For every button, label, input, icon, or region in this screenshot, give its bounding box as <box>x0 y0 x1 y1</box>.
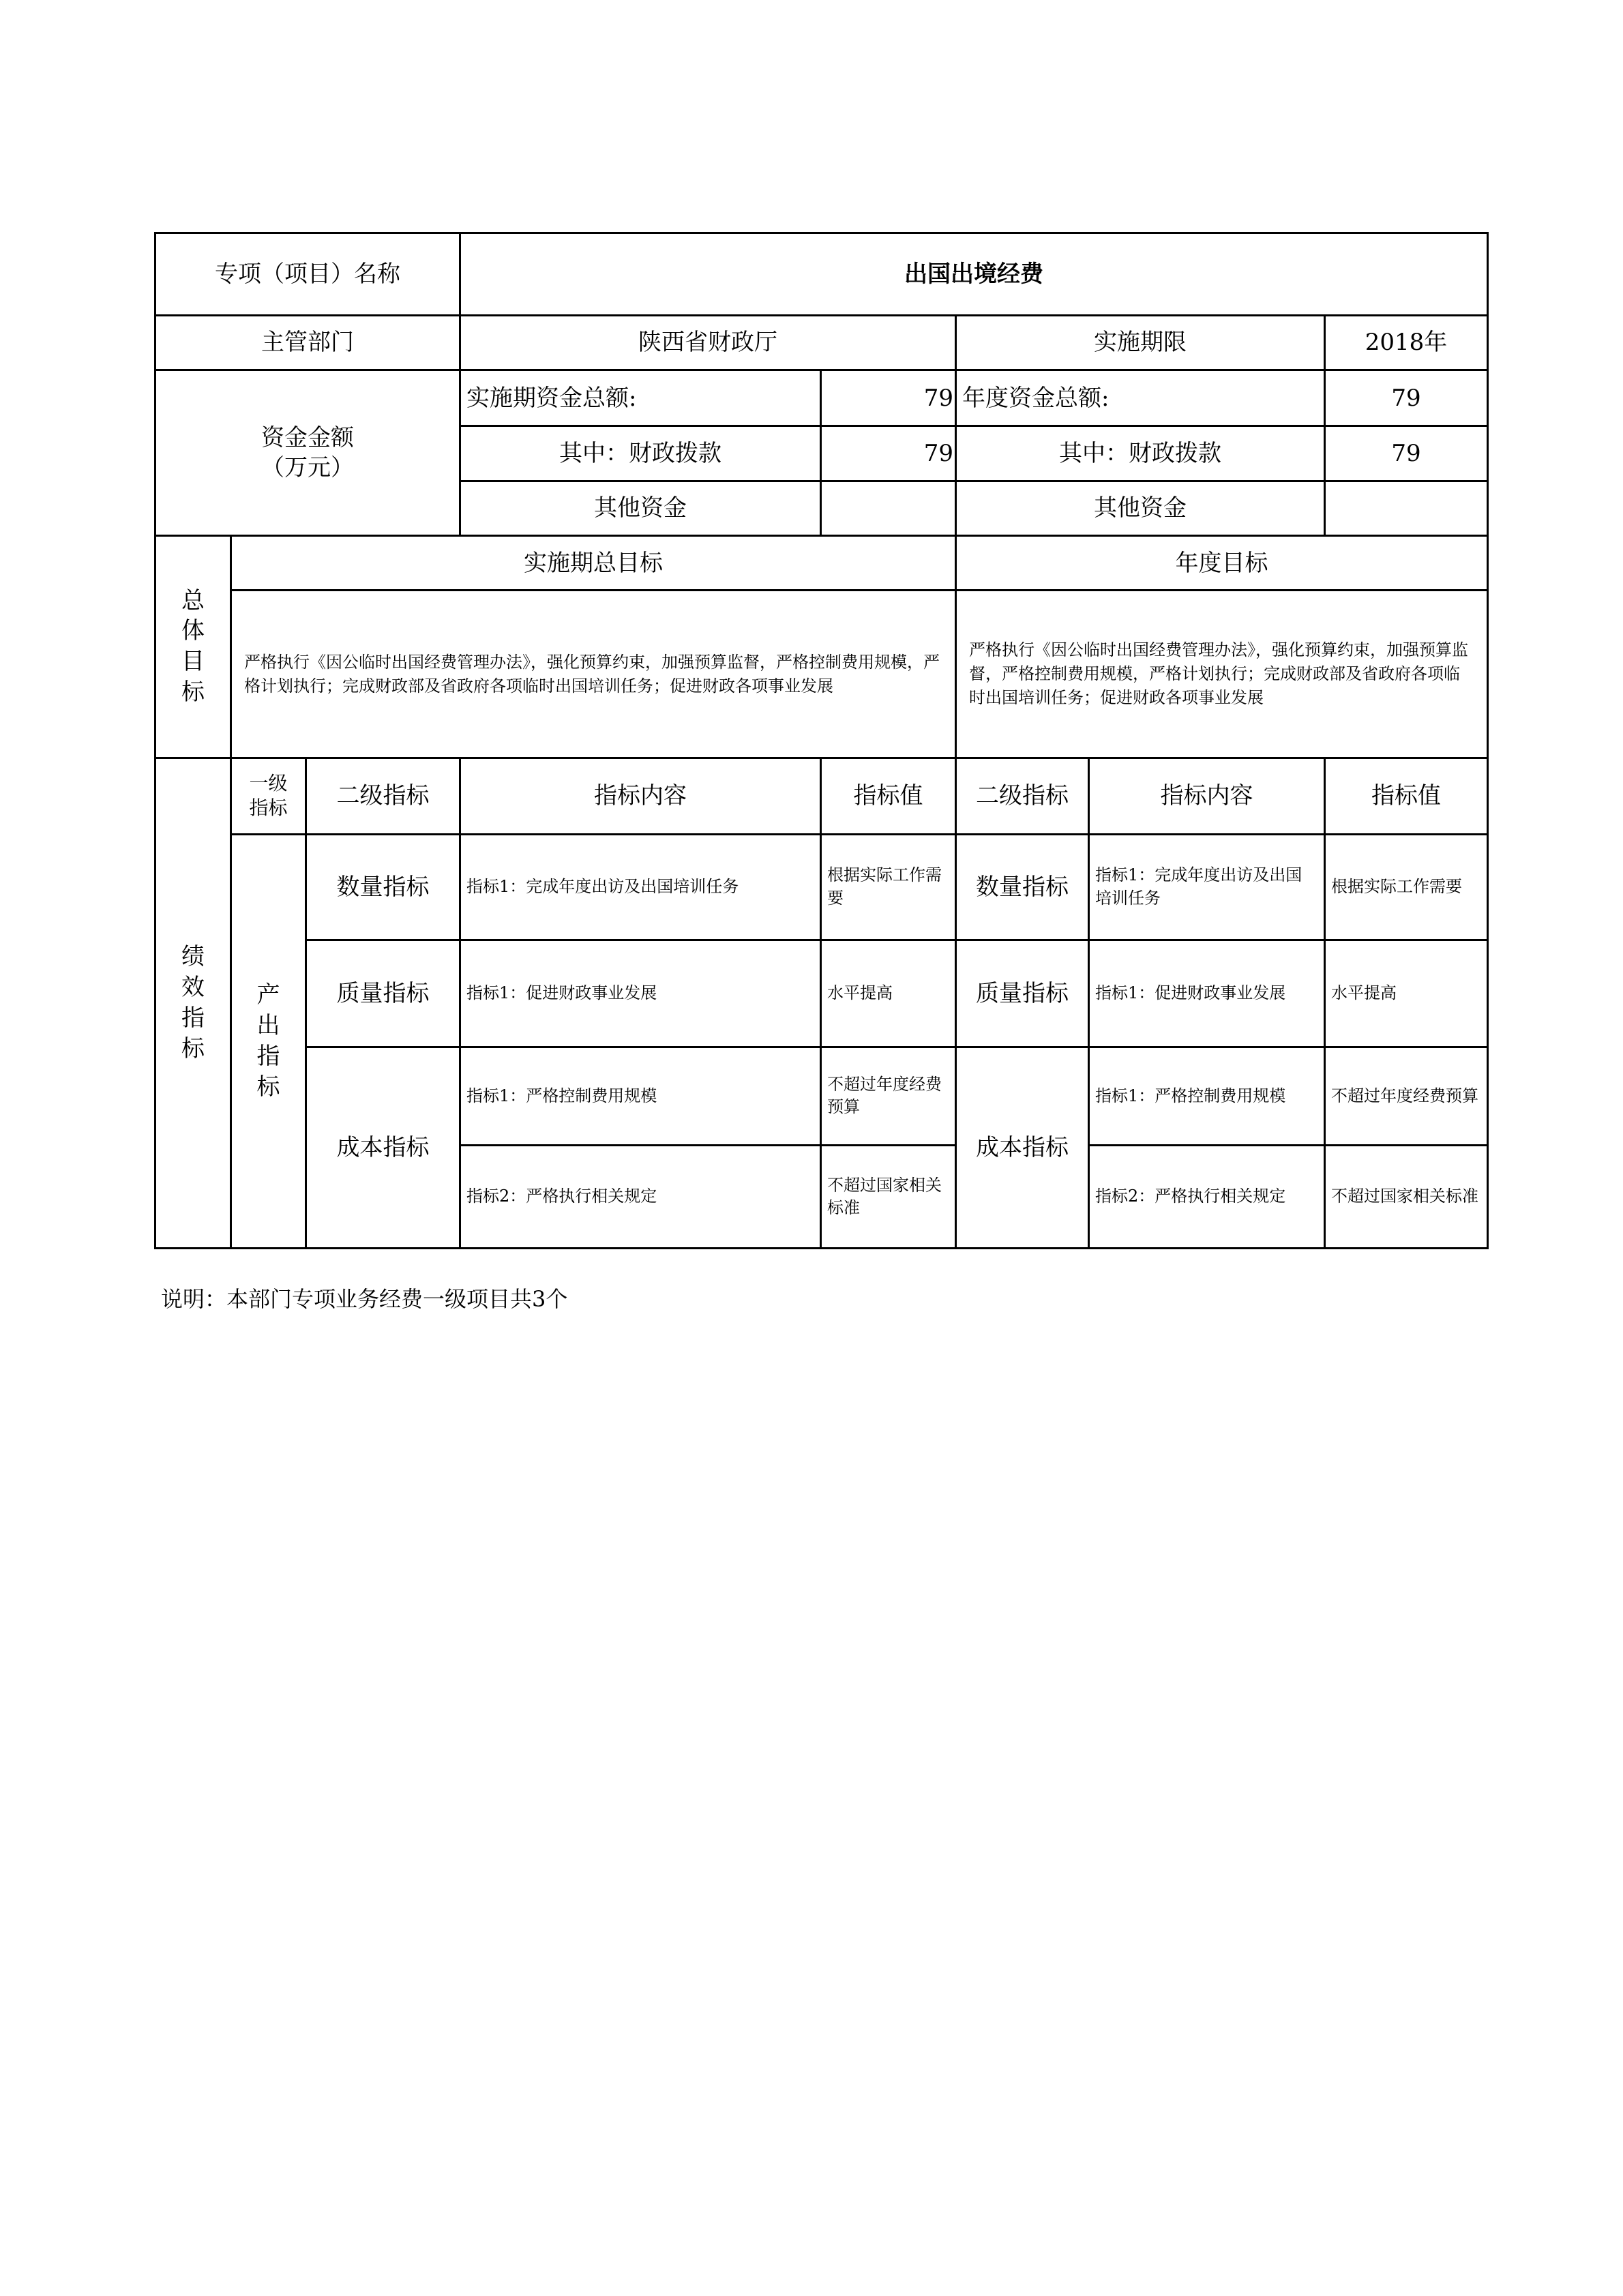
footnote: 说明：本部门专项业务经费一级项目共3个 <box>161 1286 568 1312</box>
performance-char-1: 绩 <box>181 943 205 971</box>
annual-total-label: 年度资金总额: <box>956 370 1325 426</box>
value-cost-1-annual: 不超过年度经费预算 <box>1325 1047 1488 1146</box>
value-cost-2-annual: 不超过国家相关标准 <box>1325 1146 1488 1249</box>
content-quantity: 指标1：完成年度出访及出国培训任务 <box>460 835 821 940</box>
performance-section-label <box>155 758 231 1248</box>
category-quality-annual: 质量指标 <box>956 940 1089 1047</box>
content-cost-2-annual: 指标2：严格执行相关规定 <box>1089 1146 1325 1249</box>
value-quality: 水平提高 <box>821 940 956 1047</box>
period-value: 2018年 <box>1325 315 1488 370</box>
content-cost-1: 指标1：严格控制费用规模 <box>460 1047 821 1146</box>
value-quantity: 根据实际工作需要 <box>821 835 956 940</box>
goals-char-2: 体 <box>181 617 205 645</box>
period-fiscal-label: 其中：财政拨款 <box>460 426 821 481</box>
content-header-annual: 指标内容 <box>1089 758 1325 835</box>
period-total-value: 79 <box>821 370 956 426</box>
annual-goal-text: 严格执行《因公临时出国经费管理办法》，强化预算约束，加强预算监督，严格控制费用规模，严格计划执行；完成财政部及省政府各项临时出国培训任务；促进财政各项事业发展 <box>956 591 1488 758</box>
output-indicator-label <box>231 835 306 1249</box>
goals-char-1: 总 <box>181 586 205 614</box>
performance-char-4: 标 <box>181 1034 205 1062</box>
annual-other-value <box>1325 481 1488 535</box>
department-value: 陕西省财政厅 <box>460 315 956 370</box>
content-quality-annual: 指标1：促进财政事业发展 <box>1089 940 1325 1047</box>
annual-total-value: 79 <box>1325 370 1488 426</box>
category-quantity-annual: 数量指标 <box>956 835 1089 940</box>
value-quantity-annual: 根据实际工作需要 <box>1325 835 1488 940</box>
level1-header-line2: 指标 <box>249 796 288 820</box>
funds-label <box>155 370 460 535</box>
output-char-3: 指 <box>256 1043 280 1071</box>
content-cost-2: 指标2：严格执行相关规定 <box>460 1146 821 1249</box>
content-header: 指标内容 <box>460 758 821 835</box>
goals-section-label <box>155 536 231 758</box>
content-quantity-annual: 指标1：完成年度出访及出国培训任务 <box>1089 835 1325 940</box>
annual-fiscal-label: 其中：财政拨款 <box>956 426 1325 481</box>
annual-fiscal-value: 79 <box>1325 426 1488 481</box>
goals-char-4: 标 <box>181 679 205 706</box>
output-char-2: 出 <box>256 1012 280 1040</box>
project-performance-table <box>154 232 1489 1249</box>
project-name-value: 出国出境经费 <box>460 233 1488 316</box>
funds-label-line1: 资金金额 <box>261 423 354 451</box>
period-other-label: 其他资金 <box>460 481 821 535</box>
value-cost-1: 不超过年度经费预算 <box>821 1047 956 1146</box>
period-label: 实施期限 <box>956 315 1325 370</box>
level2-header-annual: 二级指标 <box>956 758 1089 835</box>
annual-goal-header: 年度目标 <box>956 536 1488 591</box>
value-header: 指标值 <box>821 758 956 835</box>
category-cost-annual: 成本指标 <box>956 1047 1089 1248</box>
project-name-label: 专项（项目）名称 <box>155 233 460 316</box>
period-total-label: 实施期资金总额: <box>460 370 821 426</box>
period-fiscal-value: 79 <box>821 426 956 481</box>
value-cost-2: 不超过国家相关标准 <box>821 1146 956 1249</box>
level2-header: 二级指标 <box>306 758 460 835</box>
category-cost: 成本指标 <box>306 1047 460 1248</box>
value-quality-annual: 水平提高 <box>1325 940 1488 1047</box>
level1-header-line1: 一级 <box>249 771 288 794</box>
output-char-1: 产 <box>256 981 280 1009</box>
level1-header <box>231 758 306 835</box>
content-quality: 指标1：促进财政事业发展 <box>460 940 821 1047</box>
performance-char-3: 指 <box>181 1004 205 1032</box>
period-goal-text: 严格执行《因公临时出国经费管理办法》，强化预算约束，加强预算监督，严格控制费用规模，严格计划执行；完成财政部及省政府各项临时出国培训任务；促进财政各项事业发展 <box>231 591 956 758</box>
funds-label-line2: （万元） <box>261 454 354 481</box>
department-label: 主管部门 <box>155 315 460 370</box>
category-quality: 质量指标 <box>306 940 460 1047</box>
performance-char-2: 效 <box>181 973 205 1001</box>
category-quantity: 数量指标 <box>306 835 460 940</box>
annual-other-label: 其他资金 <box>956 481 1325 535</box>
goals-char-3: 目 <box>181 648 205 676</box>
period-other-value <box>821 481 956 535</box>
output-char-4: 标 <box>256 1073 280 1101</box>
content-cost-1-annual: 指标1：严格控制费用规模 <box>1089 1047 1325 1146</box>
period-goal-header: 实施期总目标 <box>231 536 956 591</box>
value-header-annual: 指标值 <box>1325 758 1488 835</box>
